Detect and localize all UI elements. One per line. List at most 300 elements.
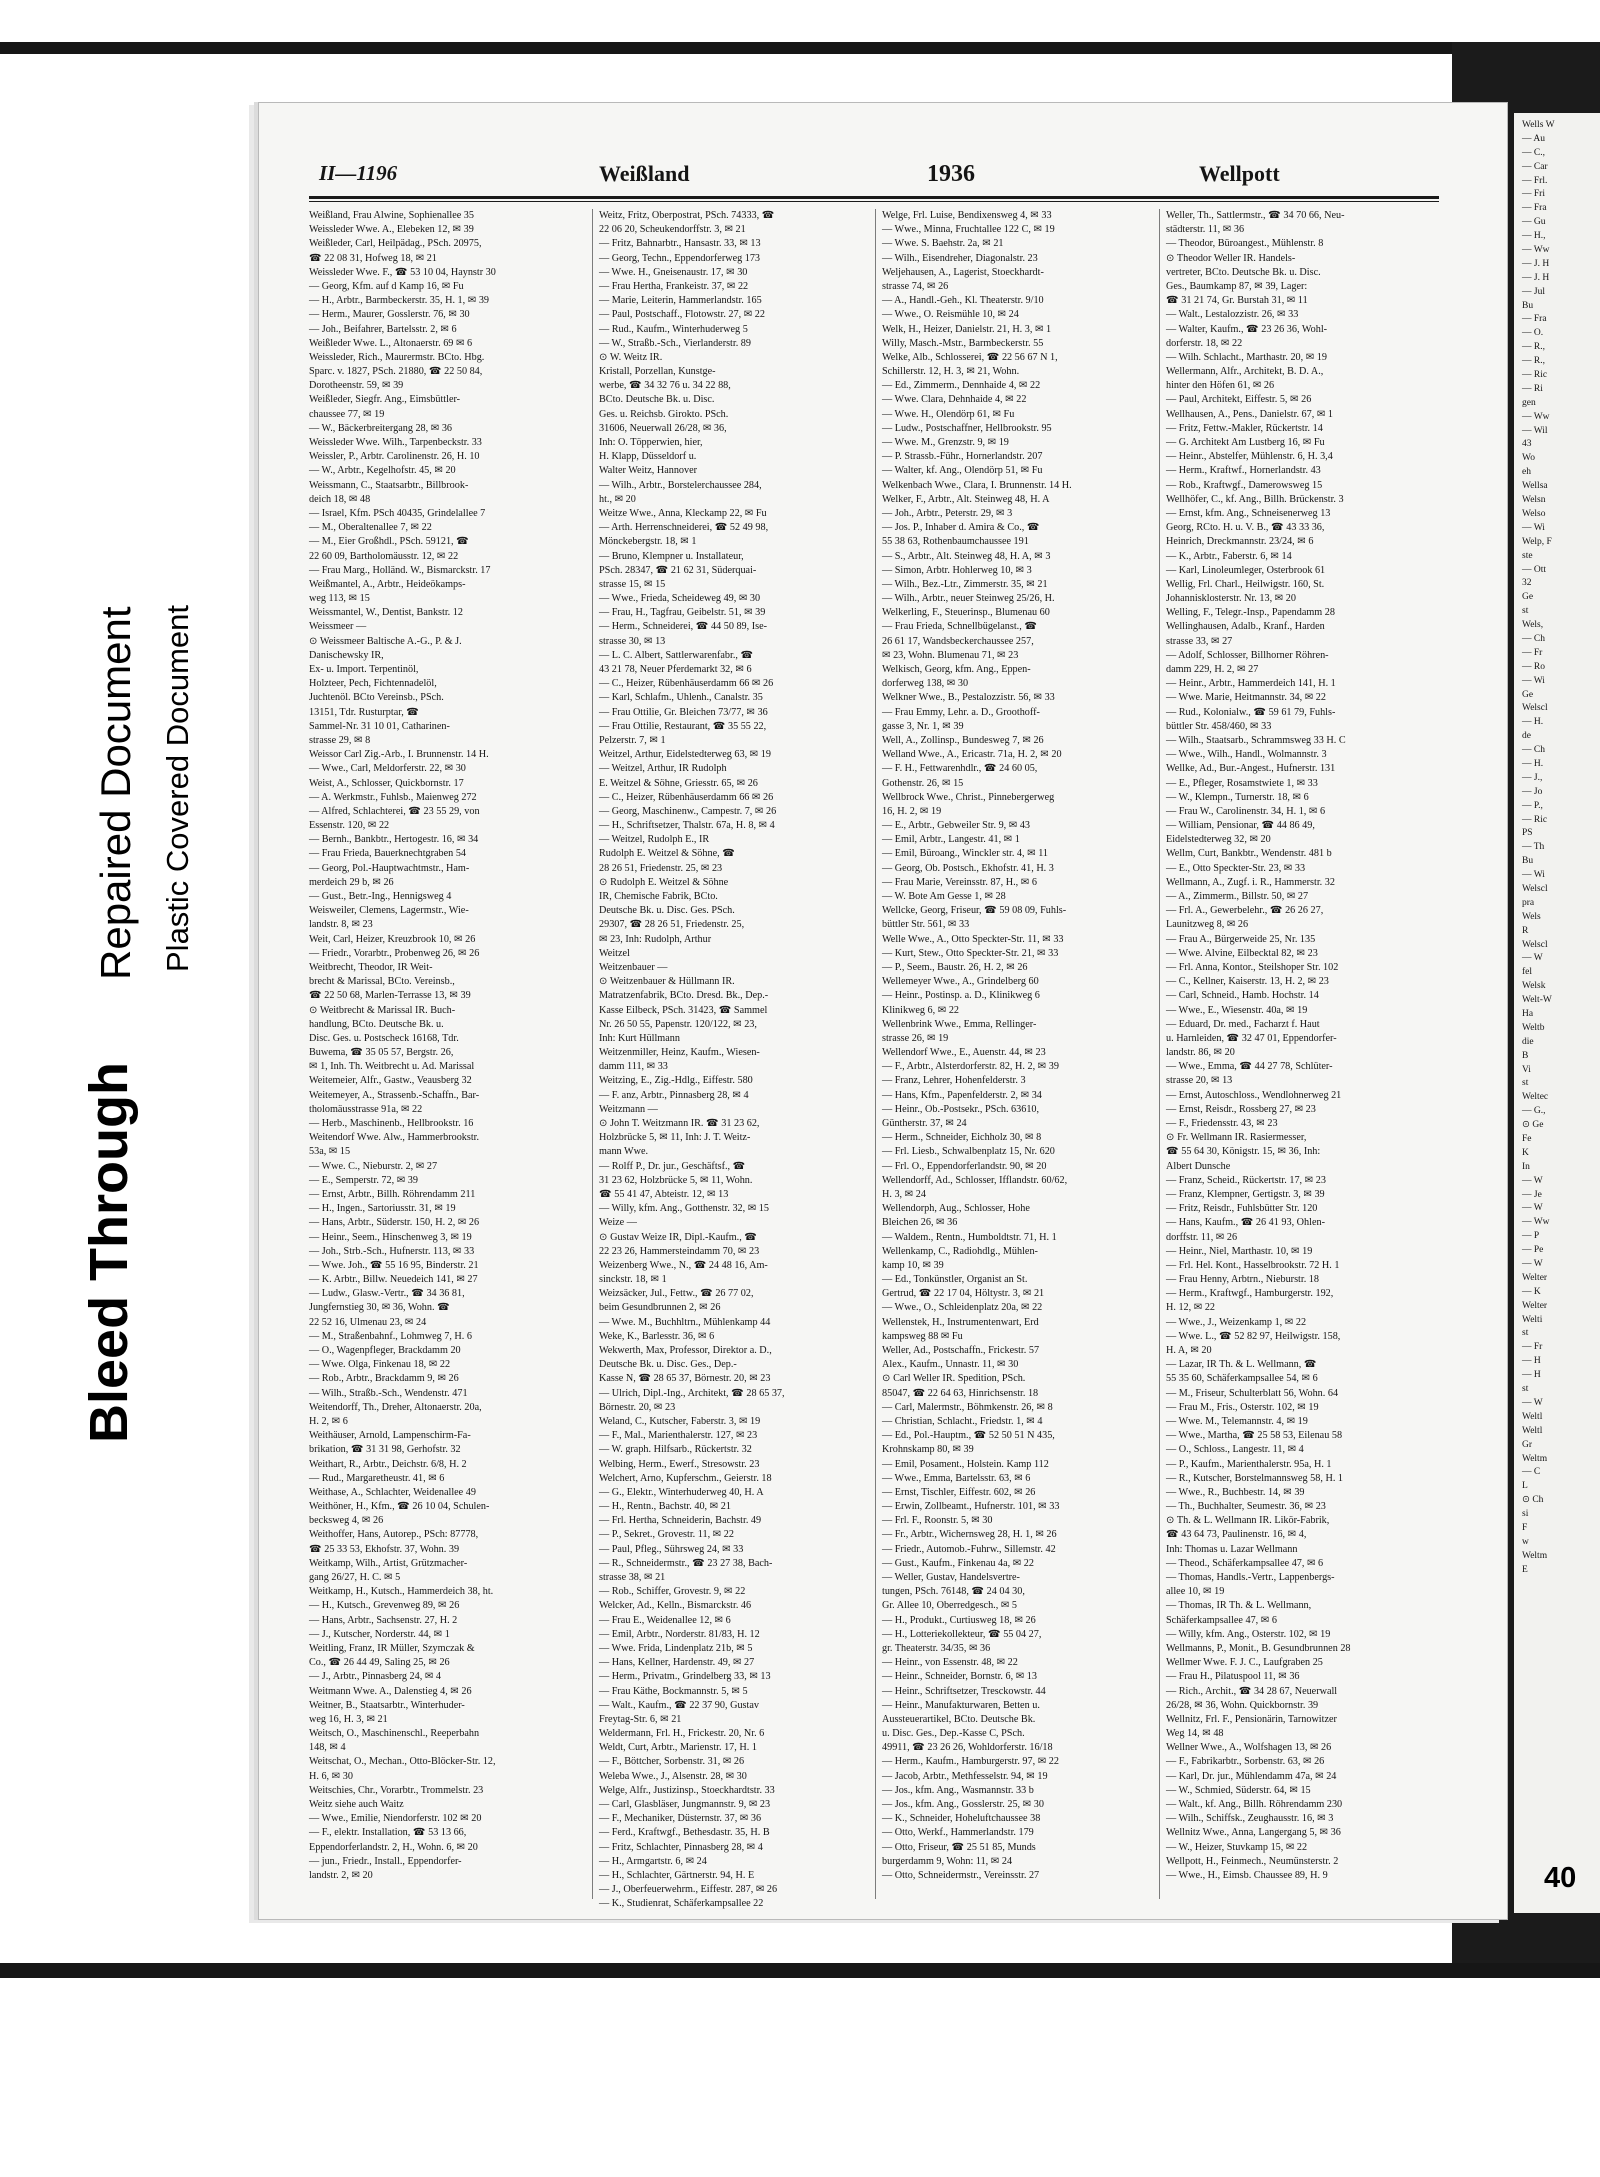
directory-entry-line: — Frau W., Carolinenstr. 34, H. 1, ✉ 6	[1166, 805, 1326, 817]
directory-entry-line: Weke, K., Barlesstr. 36, ✉ 6	[599, 1330, 715, 1342]
directory-entry-line: — H., Rentn., Bachstr. 40, ✉ 21	[599, 1501, 731, 1513]
directory-entry-line: — Weitzel, Rudolph E., IR	[599, 834, 710, 846]
directory-entry-line: — Waldem., Rentn., Humboldtstr. 71, H. 1	[882, 1231, 1057, 1243]
directory-entry-line: Weitschies, Chr., Vorarbtr., Trommelstr. 23	[309, 1784, 484, 1796]
directory-entry-line: ☎ 22 50 68, Marlen-Terrasse 13, ✉ 39	[309, 990, 471, 1002]
directory-entry-line: 28 26 51, Friedenstr. 25, ✉ 23	[599, 862, 723, 874]
directory-entry-line: — Wwe. Marie, Heitmannstr. 34, ✉ 22	[1166, 692, 1326, 704]
directory-entry-line: H. Klapp, Düsseldorf u.	[599, 451, 697, 463]
directory-entry-line: landstr. 2, ✉ 20	[309, 1869, 373, 1881]
facing-page-line: 32	[1522, 578, 1532, 589]
directory-entry-line: ☎ 43 64 73, Paulinenstr. 16, ✉ 4,	[1166, 1529, 1307, 1541]
directory-entry-line: Welker, F., Arbtr., Alt. Steinweg 48, H. A	[882, 493, 1050, 505]
directory-entry-line: — Fritz, Schlachter, Pinnasberg 28, ✉ 4	[599, 1841, 763, 1853]
directory-entry-line: — Willy, kfm. Ang., Gotthenstr. 32, ✉ 15	[599, 1203, 769, 1215]
directory-entry-line: — K., Studienrat, Schäferkampsallee 22	[599, 1898, 764, 1910]
directory-entry-line: Weitze Wwe., Anna, Kleckamp 22, ✉ Fu	[599, 507, 767, 519]
directory-entry-line: — Hans, Kellner, Hardenstr. 49, ✉ 27	[599, 1657, 755, 1669]
directory-entry-line: — Ernst, kfm. Ang., Schneisenerweg 13	[1166, 507, 1331, 519]
directory-entry-line: Weitemeier, Alfr., Gastw., Veausberg 32	[309, 1075, 472, 1087]
directory-entry-line: — Frau Henny, Arbtrn., Nieburstr. 18	[1166, 1274, 1319, 1286]
facing-page-line: — H.,	[1522, 231, 1546, 242]
directory-entry-line: ⊙ Gustav Weize IR, Dipl.-Kaufm., ☎	[599, 1231, 757, 1243]
facing-page-line: — K	[1522, 1286, 1541, 1297]
directory-entry-line: Weitsch, O., Maschinenschl., Reeperbahn	[309, 1728, 480, 1740]
directory-entry-line: — K., Arbtr., Faberstr. 6, ✉ 14	[1166, 550, 1292, 562]
directory-entry-line: — Christian, Schlacht., Friedstr. 1, ✉ 4	[882, 1415, 1043, 1427]
directory-entry-line: — Rud., Margaretheustr. 41, ✉ 6	[309, 1472, 445, 1484]
directory-entry-line: strasse 30, ✉ 13	[599, 635, 666, 647]
directory-entry-line: Weller, Ad., Postschaffn., Frickestr. 57	[882, 1345, 1040, 1356]
directory-entry-line: — Kurt, Stew., Otto Speckter-Str. 21, ✉ 33	[882, 947, 1059, 959]
directory-entry-line: — Ed., Zimmerm., Dennhaide 4, ✉ 22	[882, 380, 1041, 392]
directory-entry-line: mann Wwe.	[599, 1146, 649, 1158]
directory-entry-line: — Fritz, Bahnarbtr., Hansastr. 33, ✉ 13	[599, 238, 761, 250]
directory-entry-line: landstr. 86, ✉ 20	[1166, 1047, 1235, 1059]
directory-entry-line: Weitzenbauer —	[599, 961, 668, 973]
directory-entry-line: — Ed., Pol.-Hauptm., ☎ 52 50 51 N 435,	[882, 1430, 1055, 1442]
facing-page-line: — Ch	[1522, 633, 1545, 644]
directory-entry-line: — Ernst, Tischler, Eiffestr. 602, ✉ 26	[882, 1486, 1036, 1498]
directory-entry-line: Weizenberg Wwe., N., ☎ 24 48 16, Am-	[599, 1259, 768, 1271]
directory-page	[258, 102, 1508, 1920]
directory-entry-line: Welke, Alb., Schlosserei, ☎ 22 56 67 N 1,	[882, 351, 1058, 363]
directory-entry-line: Wellenbrink Wwe., Emma, Rellinger-	[882, 1018, 1037, 1030]
directory-entry-line: — Emil, Büroang., Winckler str. 4, ✉ 11	[882, 848, 1049, 860]
directory-entry-line: Weissleder Wwe. A., Elebeken 12, ✉ 39	[309, 224, 474, 236]
directory-entry-line: — W., Schmied, Süderstr. 64, ✉ 15	[1166, 1784, 1311, 1796]
directory-entry-line: Weisweiler, Clemens, Lagermstr., Wie-	[309, 905, 469, 917]
directory-entry-line: — Wwe. S. Baehstr. 2a, ✉ 21	[882, 238, 1004, 250]
directory-entry-line: Kasse Eilbeck, PSch. 31423, ☎ Sammel	[599, 1004, 768, 1016]
directory-entry-line: Sparc. v. 1827, PSch. 21880, ☎ 22 50 84,	[309, 366, 483, 378]
facing-page-line: Ge	[1522, 689, 1534, 700]
directory-entry-line: Welkenbach Wwe., Clara, I. Brunnenstr. 14 H.	[882, 479, 1072, 491]
directory-entry-line: — Weller, Gustav, Handelsvertre-	[882, 1572, 1020, 1583]
facing-page-line: pra	[1522, 897, 1535, 908]
directory-entry-line: Deutsche Bk. u. Disc. Ges., Dep.-	[599, 1359, 737, 1371]
directory-entry-line: — P., Sekret., Grovestr. 11, ✉ 22	[599, 1529, 734, 1541]
facing-page-line: Welti	[1522, 1314, 1543, 1325]
directory-entry-line: Weißland, Frau Alwine, Sophienallee 35	[309, 210, 474, 221]
directory-entry-line: Deutsche Bk. u. Disc. Ges. PSch.	[599, 905, 735, 917]
directory-entry-line: ⊙ Theodor Weller IR. Handels-	[1166, 252, 1296, 264]
facing-page-line: eh	[1522, 467, 1531, 478]
directory-entry-line: strasse 15, ✉ 15	[599, 578, 666, 590]
directory-entry-line: — Heinr., Seem., Hinschenweg 3, ✉ 19	[309, 1231, 472, 1243]
directory-entry-line: — Carl, Schneid., Hamb. Hochstr. 14	[1166, 990, 1319, 1002]
directory-entry-line: Weizsäcker, Jul., Fettw., ☎ 26 77 02,	[599, 1288, 754, 1300]
directory-entry-line: — M., Straßenbahnf., Lohmweg 7, H. 6	[309, 1330, 472, 1342]
directory-entry-line: Buwema, ☎ 35 05 57, Bergstr. 26,	[309, 1047, 454, 1059]
directory-entry-line: — Fritz, Reisdr., Fuhlsbütter Str. 120	[1166, 1203, 1318, 1215]
facing-page-line: — Au	[1522, 133, 1545, 144]
directory-entry-line: Kristall, Porzellan, Kunstge-	[599, 366, 716, 378]
directory-entry-line: Weithäuser, Arnold, Lampenschirm-Fa-	[309, 1430, 471, 1442]
directory-entry-line: — O., Schloss., Langestr. 11, ✉ 4	[1166, 1444, 1304, 1456]
facing-page-line: st	[1522, 1384, 1529, 1395]
directory-entry-line: — H., Kutsch., Grevenweg 89, ✉ 26	[309, 1600, 460, 1612]
directory-entry-line: — Wilh., Schiffsk., Zeughausstr. 16, ✉ 3	[1166, 1813, 1334, 1825]
directory-entry-line: Weitzel	[599, 947, 630, 959]
directory-entry-line: Johannisklosterstr. Nr. 13, ✉ 20	[1166, 593, 1296, 605]
directory-entry-line: — Theod., Schäferkampsallee 47, ✉ 6	[1166, 1557, 1324, 1569]
directory-entry-line: 43 21 78, Neuer Pferdemarkt 32, ✉ 6	[599, 664, 752, 675]
facing-page-line: — W	[1522, 1175, 1543, 1186]
facing-page-line: — Ri	[1522, 383, 1543, 394]
directory-entry-line: — Wwe. L., ☎ 52 82 97, Heilwigstr. 158,	[1166, 1330, 1341, 1342]
facing-page-line: — J. H	[1522, 272, 1550, 283]
directory-entry-line: 29307, ☎ 28 26 51, Friedenstr. 25,	[599, 919, 745, 931]
directory-entry-line: u. Harnleiden, ☎ 32 47 01, Eppendorfer-	[1166, 1032, 1337, 1044]
directory-entry-line: — Joh., Arbtr., Peterstr. 29, ✉ 3	[882, 507, 1013, 519]
facing-page-line: B	[1522, 1050, 1529, 1061]
directory-entry-line: — F. H., Fettwarenhdlr., ☎ 24 60 05,	[882, 763, 1038, 775]
directory-entry-line: — Th., Buchhalter, Seumestr. 36, ✉ 23	[1166, 1501, 1326, 1513]
directory-entry-line: — J., Kutscher, Norderstr. 44, ✉ 1	[309, 1628, 450, 1640]
directory-entry-line: — F., elektr. Installation, ☎ 53 13 66,	[309, 1827, 467, 1839]
directory-entry-line: ⊙ Weitbrecht & Marissal IR. Buch-	[309, 1004, 456, 1016]
facing-page-line: — W	[1522, 953, 1543, 964]
directory-entry-line: — Georg, Maschinenw., Campestr. 7, ✉ 26	[599, 805, 777, 817]
directory-entry-line: ht., ✉ 20	[599, 493, 636, 505]
directory-entry-line: Welkner Wwe., B., Pestalozzistr. 56, ✉ 33	[882, 692, 1055, 704]
directory-entry-line: — Frau E., Weidenallee 12, ✉ 6	[599, 1614, 731, 1626]
column-2	[592, 209, 867, 1910]
directory-entry-line: — Otto, Schneidermstr., Vereinsstr. 27	[882, 1869, 1040, 1881]
facing-page-line: 43	[1522, 439, 1532, 450]
directory-entry-line: Weitendorff, Th., Dreher, Altonaerstr. 20a,	[309, 1401, 482, 1413]
directory-entry-line: Weitzenmiller, Heinz, Kaufm., Wiesen-	[599, 1047, 760, 1059]
directory-entry-line: — Frau Ottilie, Restaurant, ☎ 35 55 22,	[599, 720, 767, 732]
facing-page-line: — H.	[1522, 758, 1544, 769]
directory-entry-line: merdeich 29 b, ✉ 26	[309, 876, 394, 888]
directory-entry-line: — Emil, Arbtr., Norderstr. 81/83, H. 12	[599, 1628, 760, 1640]
directory-entry-line: Welchert, Arno, Kupferschm., Geierstr. 18	[599, 1472, 772, 1484]
directory-entry-line: — Frl. F., Roonstr. 5, ✉ 30	[882, 1515, 993, 1527]
bleed-through-label: Bleed Through	[79, 1062, 139, 1443]
directory-entry-line: — Wwe., Emilie, Niendorferstr. 102 ✉ 20	[309, 1813, 482, 1825]
facing-page-line: Wellsa	[1522, 481, 1548, 492]
directory-entry-line: — Ernst, Autoschloss., Wendlohnerweg 21	[1166, 1089, 1342, 1101]
facing-page-line: Weltec	[1522, 1092, 1549, 1103]
directory-entry-line: — Wwe. M., Grenzstr. 9, ✉ 19	[882, 437, 1009, 448]
directory-entry-line: — Wilh. Schlacht., Marthastr. 20, ✉ 19	[1166, 351, 1328, 363]
directory-entry-line: — Alfred, Schlachterei, ☎ 23 55 29, von	[309, 805, 480, 817]
directory-entry-line: Weland, C., Kutscher, Faberstr. 3, ✉ 19	[599, 1415, 761, 1427]
directory-entry-line: — Walt., kf. Ang., Billh. Röhrendamm 230	[1166, 1799, 1343, 1810]
directory-entry-line: tungen, PSch. 76148, ☎ 24 04 30,	[882, 1586, 1025, 1598]
directory-entry-line: Heinrich, Dreckmannstr. 23/24, ✉ 6	[1166, 536, 1314, 548]
facing-page-line: fel	[1522, 967, 1533, 978]
directory-entry-line: — Herm., Schneider, Eichholz 30, ✉ 8	[882, 1132, 1042, 1144]
directory-entry-line: Rudolph E. Weitzel & Söhne, ☎	[599, 848, 735, 860]
facing-page-line: ⊙ Ch	[1522, 1495, 1544, 1506]
directory-entry-line: Weitzel, Arthur, Eidelstedterweg 63, ✉ 19	[599, 749, 771, 761]
directory-entry-line: 85047, ☎ 22 64 63, Hinrichsenstr. 18	[882, 1387, 1039, 1399]
directory-entry-line: — Walt., Kaufm., ☎ 22 37 90, Gustav	[599, 1699, 759, 1711]
facing-page-line: Ha	[1522, 1009, 1534, 1019]
directory-entry-line: — Franz, Scheid., Rückertstr. 17, ✉ 23	[1166, 1174, 1326, 1186]
directory-entry-line: ⊙ Carl Weller IR. Spedition, PSch.	[882, 1373, 1026, 1385]
directory-entry-line: — Hans, Kaufm., ☎ 26 41 93, Ohlen-	[1166, 1217, 1325, 1229]
facing-page-line: Welsk	[1522, 981, 1546, 992]
directory-entry-line: — Heinr., Manufakturwaren, Betten u.	[882, 1699, 1040, 1711]
directory-entry-line: — Wwe., O., Schleidenplatz 20a, ✉ 22	[882, 1302, 1043, 1314]
directory-entry-line: Bleichen 26, ✉ 36	[882, 1217, 958, 1229]
directory-entry-line: — Arth. Herrenschneiderei, ☎ 52 49 98,	[599, 522, 769, 534]
directory-entry-line: — Georg, Pol.-Hauptwachtmstr., Ham-	[309, 862, 470, 874]
directory-entry-line: — Frau Marie, Vereinsstr. 87, H., ✉ 6	[882, 876, 1037, 888]
directory-entry-line: Jungfernstieg 30, ✉ 36, Wohn. ☎	[309, 1302, 450, 1314]
directory-entry-line: — Jos. P., Inhaber d. Amira & Co., ☎	[882, 522, 1040, 534]
directory-entry-line: — Wilh., Arbtr., neuer Steinweg 25/26, H.	[882, 593, 1055, 605]
directory-entry-line: — C., Heizer, Rübenhäuserdamm 66 ✉ 26	[599, 678, 774, 690]
directory-entry-line: — Wwe., R., Buchbestr. 14, ✉ 39	[1166, 1486, 1305, 1498]
directory-entry-line: — H., Produkt., Curtiusweg 18, ✉ 26	[882, 1614, 1036, 1626]
directory-entry-line: Wekwerth, Max, Professor, Direktor a. D.,	[599, 1345, 772, 1356]
directory-entry-line: — Karl, Schlafm., Uhlenh., Canalstr. 35	[599, 692, 763, 704]
directory-entry-line: — Frl. Liesb., Schwalbenplatz 15, Nr. 620	[882, 1146, 1055, 1158]
facing-page-line: — Ww	[1522, 411, 1550, 422]
facing-page-line: — W	[1522, 1203, 1543, 1214]
directory-entry-line: Ex- u. Import. Terpentinöl,	[309, 664, 419, 675]
directory-entry-line: — C., Kellner, Kaiserstr. 13, H. 2, ✉ 23	[1166, 976, 1329, 988]
directory-entry-line: — H., Arbtr., Barmbeckerstr. 35, H. 1, ✉ 39	[309, 295, 490, 307]
directory-entry-line: 55 38 63, Rothenbaumchaussee 191	[882, 536, 1029, 548]
directory-entry-line: — Heinr., Schneider, Bornstr. 6, ✉ 13	[882, 1671, 1037, 1683]
directory-entry-line: — Jos., kfm. Ang., Gosslerstr. 25, ✉ 30	[882, 1799, 1044, 1810]
directory-entry-line: Weller, Th., Sattlermstr., ☎ 34 70 66, Neu-	[1166, 210, 1345, 221]
directory-entry-line: — Ludw., Glasw.-Vertr., ☎ 34 36 81,	[309, 1288, 465, 1300]
directory-entry-line: — Karl, Dr. jur., Mühlendamm 47a, ✉ 24	[1166, 1770, 1337, 1782]
facing-page-line: die	[1522, 1036, 1534, 1047]
directory-entry-line: Wellenstek, H., Instrumentenwart, Erd	[882, 1316, 1039, 1328]
directory-entry-line: — William, Pensionar, ☎ 44 86 49,	[1166, 820, 1315, 832]
facing-page-line: — O.	[1522, 328, 1544, 339]
directory-entry-line: — Wilh., Eisendreher, Diagonalstr. 23	[882, 252, 1038, 264]
directory-entry-line: — K., Schneider, Hoheluftchaussee 38	[882, 1813, 1041, 1825]
facing-page-line: — H	[1522, 1370, 1541, 1381]
facing-page-line: — Ric	[1522, 370, 1548, 381]
directory-entry-line: — F., Mechaniker, Düsternstr. 37, ✉ 36	[599, 1813, 762, 1825]
directory-entry-line: Welge, Frl. Luise, Bendixensweg 4, ✉ 33	[882, 210, 1052, 221]
directory-entry-line: — Wwe., Emma, Bartelsstr. 63, ✉ 6	[882, 1472, 1031, 1484]
facing-page-line: — Ww	[1522, 245, 1550, 256]
directory-entry-line: — Wwe., H., Eimsb. Chaussee 89, H. 9	[1166, 1869, 1328, 1881]
directory-entry-line: handlung, BCto. Deutsche Bk. u.	[309, 1018, 444, 1030]
directory-entry-line: — F., Fabrikarbtr., Sorbenstr. 63, ✉ 26	[1166, 1756, 1325, 1768]
directory-entry-line: Wellmann, A., Zugf. i. R., Hammerstr. 32	[1166, 876, 1335, 888]
directory-entry-line: — Frau Marg., Holländ. W., Bismarckstr. 17	[309, 564, 491, 576]
directory-entry-line: Weitner, B., Staatsarbtr., Winterhuder-	[309, 1699, 465, 1711]
directory-entry-line: H. 2, ✉ 6	[309, 1415, 348, 1427]
facing-page-line: — Wil	[1522, 425, 1548, 436]
directory-entry-line: Walter Weitz, Hannover	[599, 465, 698, 477]
directory-entry-line: Freytag-Str. 6, ✉ 21	[599, 1713, 682, 1725]
directory-entry-line: — Otto, Werkf., Hammerlandstr. 179	[882, 1827, 1034, 1839]
directory-entry-line: — Paul, Architekt, Eiffestr. 5, ✉ 26	[1166, 394, 1312, 406]
directory-entry-line: — Bernh., Bankbtr., Hertogestr. 16, ✉ 34	[309, 834, 479, 846]
facing-page-line: — Th	[1522, 842, 1545, 853]
facing-page-line: ste	[1522, 550, 1533, 561]
directory-entry-line: — Emil, Arbtr., Langestr. 41, ✉ 1	[882, 834, 1020, 846]
directory-entry-line: — Rob., Kraftwgf., Damerowsweg 15	[1166, 479, 1323, 491]
directory-entry-line: Wellnitz Wwe., Anna, Langergang 5, ✉ 36	[1166, 1827, 1341, 1839]
directory-entry-line: — Eduard, Dr. med., Facharzt f. Haut	[1166, 1018, 1320, 1030]
facing-page-line: — W	[1522, 1397, 1543, 1408]
directory-entry-line: — Jos., kfm. Ang., Wasmannstr. 33 b	[882, 1784, 1034, 1796]
header-last-entry: Wellpott	[1199, 161, 1280, 186]
directory-entry-line: — Heinr., von Essenstr. 48, ✉ 22	[882, 1657, 1018, 1669]
directory-entry-line: büttler Str. 458/460, ✉ 33	[1166, 720, 1272, 732]
directory-entry-line: — Herm., Kraftwgf., Hamburgerstr. 192,	[1166, 1288, 1334, 1300]
directory-entry-line: damm 111, ✉ 33	[599, 1061, 668, 1073]
directory-entry-line: Weldermann, Frl. H., Frickestr. 20, Nr. 6	[599, 1728, 765, 1740]
directory-entry-line: — Wwe., Frieda, Scheideweg 49, ✉ 30	[599, 593, 761, 605]
directory-entry-line: Pelzerstr. 7, ✉ 1	[599, 734, 666, 746]
facing-page-text	[1514, 113, 1600, 1578]
directory-entry-line: — Herm., Schneiderei, ☎ 44 50 89, Ise-	[599, 621, 768, 633]
directory-entry-line: E. Weitzel & Söhne, Griesstr. 65, ✉ 26	[599, 777, 758, 789]
facing-page-line: — Jo	[1522, 786, 1543, 797]
directory-entry-line: Wellinghausen, Adalb., Kranf., Harden	[1166, 621, 1325, 633]
directory-entry-line: Weist, A., Schlosser, Quickbornstr. 17	[309, 777, 464, 789]
directory-entry-line: — H., Armgartstr. 6, ✉ 24	[599, 1855, 707, 1867]
directory-entry-line: Wellhöfer, C., kf. Ang., Billh. Brückenstr. 3	[1166, 493, 1344, 505]
directory-entry-line: landstr. 8, ✉ 23	[309, 919, 373, 931]
directory-entry-line: — F., Böttcher, Sorbenstr. 31, ✉ 26	[599, 1756, 745, 1768]
directory-entry-line: — Wwe. H., Gneisenaustr. 17, ✉ 30	[599, 266, 748, 278]
directory-entry-line: — Weitzel, Arthur, IR Rudolph	[599, 763, 727, 775]
directory-entry-line: Weissor Carl Zig.-Arb., I. Brunnenstr. 14 H.	[309, 749, 489, 761]
directory-entry-line: Weldt, Curt, Arbtr., Marienstr. 17, H. 1	[599, 1742, 757, 1754]
directory-entry-line: Krohnskamp 80, ✉ 39	[882, 1444, 974, 1456]
directory-entry-line: 22 23 26, Hammersteindamm 70, ✉ 23	[599, 1245, 760, 1257]
directory-entry-line: — Walter, kf. Ang., Olendörp 51, ✉ Fu	[882, 465, 1043, 477]
directory-entry-line: Welkisch, Georg, kfm. Ang., Eppen-	[882, 664, 1031, 675]
directory-entry-line: ⊙ Fr. Wellmann IR. Rasiermesser,	[1166, 1132, 1307, 1144]
directory-entry-line: — Ernst, Reisdr., Rossberg 27, ✉ 23	[1166, 1103, 1316, 1115]
directory-entry-line: — Wwe., Martha, ☎ 25 58 53, Eilenau 58	[1166, 1430, 1343, 1442]
directory-entry-line: Weissler, P., Arbtr. Carolinenstr. 26, H. 10	[309, 451, 480, 463]
facing-page-line: st	[1522, 1328, 1529, 1339]
directory-entry-line: Weitmann Wwe. A., Dalenstieg 4, ✉ 26	[309, 1685, 472, 1697]
directory-entry-line: — F., Friedensstr. 43, ✉ 23	[1166, 1118, 1278, 1129]
directory-entry-line: — P., Seem., Baustr. 26, H. 2, ✉ 26	[882, 961, 1028, 973]
directory-entry-line: — G., Elektr., Winterhuderweg 40, H. A	[599, 1486, 764, 1498]
directory-entry-line: — Wwe. Frida, Lindenplatz 21b, ✉ 5	[599, 1642, 753, 1654]
directory-entry-line: Wellig, Frl. Charl., Heilwigstr. 160, St.	[1166, 578, 1325, 590]
directory-entry-line: — Frau, H., Tagfrau, Geibelstr. 51, ✉ 39	[599, 607, 766, 619]
directory-entry-line: Schäferkampsallee 47, ✉ 6	[1166, 1614, 1277, 1626]
directory-entry-line: vertreter, BCto. Deutsche Bk. u. Disc.	[1166, 266, 1321, 278]
directory-entry-line: ☎ 25 33 53, Ekhofstr. 37, Wohn. 39	[309, 1543, 460, 1555]
directory-entry-line: — Frau Emmy, Lehr. a. D., Groothoff-	[882, 706, 1040, 718]
directory-entry-line: — Joh., Strb.-Sch., Hufnerstr. 113, ✉ 33	[309, 1245, 475, 1257]
directory-entry-line: — Wwe. M., Telemannstr. 4, ✉ 19	[1166, 1415, 1308, 1427]
facing-page-line: — Ott	[1522, 564, 1547, 575]
facing-page-line: — Ch	[1522, 745, 1545, 756]
directory-entry-line: — W., Straßb.-Sch., Vierlanderstr. 89	[599, 337, 751, 349]
directory-entry-line: Weitz siehe auch Waitz	[309, 1799, 404, 1810]
facing-page-line: Welscl	[1522, 703, 1548, 714]
facing-page-line: Welscl	[1522, 883, 1548, 894]
directory-entry-line: — Rolff P., Dr. jur., Geschäftsf., ☎	[599, 1160, 746, 1172]
directory-entry-line: Inh: Kurt Hüllmann	[599, 1032, 680, 1044]
facing-page-line: — Gu	[1522, 217, 1546, 228]
directory-entry-line: strasse 38, ✉ 21	[599, 1572, 666, 1583]
directory-entry-line: weg 113, ✉ 15	[309, 593, 370, 605]
facing-page-line: Bu	[1522, 300, 1534, 311]
directory-entry-line: 26 61 17, Wandsbeckerchaussee 257,	[882, 635, 1034, 647]
facing-page-line: — Ric	[1522, 814, 1548, 825]
page-header	[309, 161, 1439, 191]
directory-entry-line: Welcker, Ad., Kelln., Bismarckstr. 46	[599, 1600, 752, 1612]
directory-entry-line: Welge, Alfr., Justizinsp., Stoeckhardtstr. 33	[599, 1784, 775, 1796]
directory-entry-line: — Gust., Betr.-Ing., Hennigsweg 4	[309, 891, 452, 902]
directory-entry-line: — Frl. O., Eppendorferlandstr. 90, ✉ 20	[882, 1160, 1047, 1172]
directory-entry-line: IR, Chemische Fabrik, BCto.	[599, 891, 718, 902]
directory-entry-line: — Theodor, Büroangest., Mühlenstr. 8	[1166, 238, 1324, 250]
directory-entry-line: Eppendorferlandstr. 2, H., Wohn. 6, ✉ 20	[309, 1841, 478, 1853]
directory-entry-line: — Herb., Maschinenb., Hellbrookstr. 16	[309, 1118, 474, 1129]
facing-page-line: Wells W	[1522, 120, 1555, 130]
directory-entry-line: ☎ 55 64 30, Königstr. 15, ✉ 36, Inh:	[1166, 1146, 1321, 1158]
directory-entry-line: H. 3, ✉ 24	[882, 1188, 926, 1200]
directory-entry-line: ⊙ Weissmeer Baltische A.-G., P. & J.	[309, 635, 462, 647]
directory-entry-line: Gothenstr. 26, ✉ 15	[882, 777, 964, 789]
directory-entry-line: — Lazar, IR Th. & L. Wellmann, ☎	[1166, 1359, 1317, 1371]
directory-entry-line: tholomäusstrasse 91a, ✉ 22	[309, 1103, 423, 1115]
directory-entry-line: Wellendorff, Ad., Schlosser, Ifflandstr. 60/62,	[882, 1174, 1068, 1186]
facing-page-line: — Fra	[1522, 314, 1547, 325]
directory-entry-line: — Heinr., Niel, Marthastr. 10, ✉ 19	[1166, 1245, 1313, 1257]
directory-entry-line: 31606, Neuerwall 26/28, ✉ 36,	[599, 422, 727, 434]
directory-entry-line: — Karl, Linoleumleger, Osterbrook 61	[1166, 564, 1326, 576]
directory-entry-line: — Otto, Friseur, ☎ 25 51 85, Munds	[882, 1841, 1036, 1853]
directory-entry-line: — Jacob, Arbtr., Methfesselstr. 94, ✉ 19	[882, 1770, 1048, 1782]
directory-entry-line: ☎ 31 21 74, Gr. Burstah 31, ✉ 11	[1166, 295, 1308, 307]
directory-entry-line: gasse 3, Nr. 1, ✉ 39	[882, 720, 964, 732]
directory-entry-line: — Israel, Kfm. PSch 40435, Grindelallee 7	[309, 507, 486, 519]
facing-page-line: Wo	[1522, 453, 1535, 464]
directory-entry-line: — Emil, Posament., Holstein. Kamp 112	[882, 1458, 1049, 1470]
directory-entry-line: Welland Wwe., A., Ericastr. 71a, H. 2, ✉ 20	[882, 749, 1062, 761]
directory-entry-line: Weitzing, E., Zig.-Hdlg., Eiffestr. 580	[599, 1075, 753, 1087]
directory-entry-line: — Wwe., Wilh., Handl., Wolmannstr. 3	[1166, 749, 1327, 761]
facing-page-line: In	[1522, 1161, 1530, 1172]
directory-entry-line: strasse 29, ✉ 8	[309, 734, 371, 746]
directory-entry-line: — P. Strassb.-Führ., Hornerlandstr. 207	[882, 451, 1043, 463]
directory-entry-line: — Rud., Kaufm., Winterhuderweg 5	[599, 323, 748, 335]
directory-entry-line: — Heinr., Postinsp. a. D., Klinikweg 6	[882, 990, 1040, 1002]
facing-page-line: — Wi	[1522, 522, 1545, 533]
facing-page-line: Welter	[1522, 1300, 1548, 1311]
directory-entry-line: — Frl. Hertha, Schneiderin, Bachstr. 49	[599, 1515, 762, 1527]
directory-entry-line: — W. Bote Am Gesse 1, ✉ 28	[882, 891, 1006, 902]
facing-page-line: — C	[1522, 1467, 1541, 1478]
directory-entry-line: — H., Schlachter, Gärtnerstr. 94, H. E	[599, 1869, 755, 1881]
directory-entry-line: — R., Schneidermstr., ☎ 23 27 38, Bach-	[599, 1557, 773, 1569]
directory-entry-line: Co., ☎ 26 44 49, Saling 25, ✉ 26	[309, 1657, 450, 1669]
directory-entry-line: BCto. Deutsche Bk. u. Disc.	[599, 394, 715, 406]
facing-page-line: — R.,	[1522, 356, 1545, 367]
directory-entry-line: Wellmanns, P., Monit., B. Gesundbrunnen 28	[1166, 1642, 1351, 1654]
directory-entry-line: Wellke, Ad., Bur.-Angest., Hufnerstr. 131	[1166, 763, 1336, 775]
facing-page-line: — Frl.	[1522, 175, 1548, 186]
directory-entry-line: 55 35 60, Schäferkampsallee 54, ✉ 6	[1166, 1373, 1318, 1385]
